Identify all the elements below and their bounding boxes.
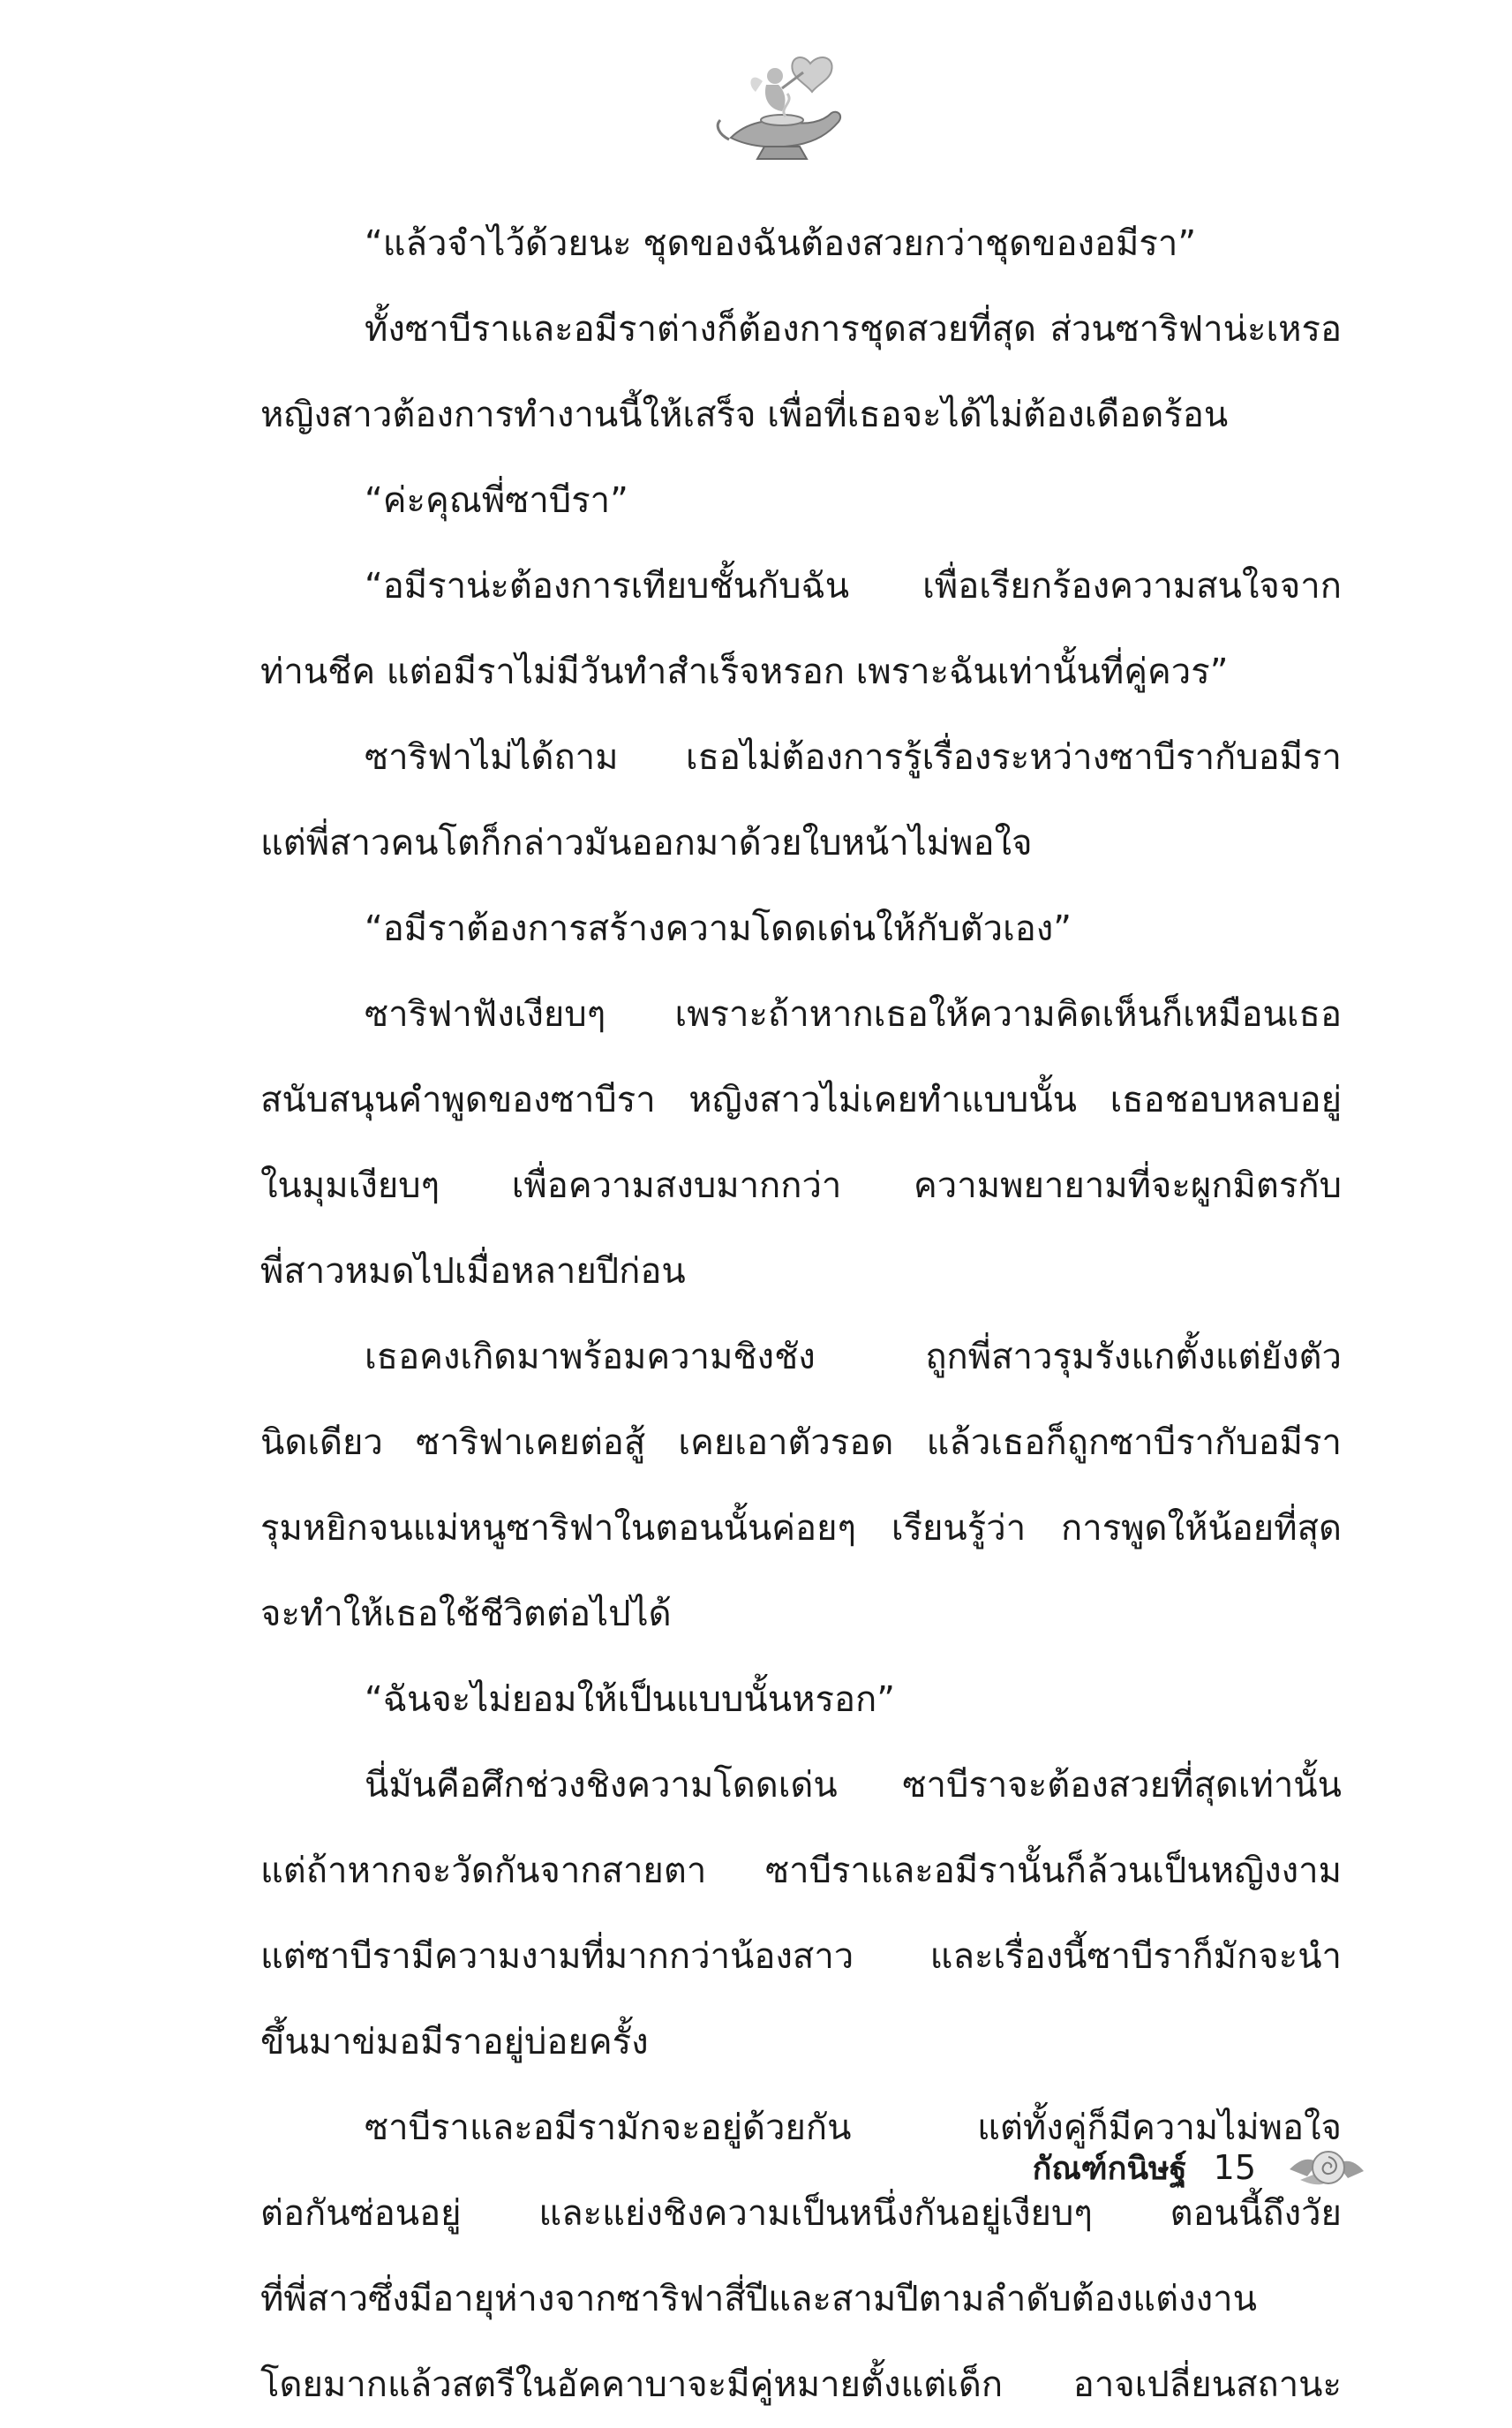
text-line: จะทำให้เธอใช้ชีวิตต่อไปได้: [260, 1594, 672, 1634]
text-line: ซาบีราและอมีรามักจะอยู่ด้วยกัน แต่ทั้งคู่ก็มีความไม่พอใจ: [365, 2108, 1342, 2148]
page-number: 15: [1213, 2148, 1256, 2187]
text-line: ซาริฟาไม่ได้ถาม เธอไม่ต้องการรู้เรื่องระหว่างซาบีรากับอมีรา: [365, 737, 1342, 778]
text-line: “อมีราน่ะต้องการเทียบชั้นกับฉัน เพื่อเรียกร้องความสนใจจาก: [365, 566, 1342, 607]
text-line: แต่พี่สาวคนโตก็กล่าวมันออกมาด้วยใบหน้าไม่พอใจ: [260, 823, 1033, 863]
text-line: เธอคงเกิดมาพร้อมความชิงชัง ถูกพี่สาวรุมรังแกตั้งแต่ยังตัว: [365, 1337, 1342, 1377]
text-line: สนับสนุนคำพูดของซาบีรา หญิงสาวไม่เคยทำแบบนั้น เธอชอบหลบอยู่: [260, 1080, 1342, 1120]
text-line: โดยมากแล้วสตรีในอัคคาบาจะมีคู่หมายตั้งแต่เด็ก อาจเปลี่ยนสถานะ: [260, 2364, 1342, 2405]
genie-lamp-heart-icon: [711, 46, 861, 170]
text-line: พี่สาวหมดไปเมื่อหลายปีก่อน: [260, 1251, 686, 1292]
text-line: ต่อกันซ่อนอยู่ และแย่งชิงความเป็นหนึ่งกันอยู่เงียบๆ ตอนนี้ถึงวัย: [260, 2193, 1342, 2234]
text-line: หญิงสาวต้องการทำงานนี้ให้เสร็จ เพื่อที่เธอจะได้ไม่ต้องเดือดร้อน: [260, 395, 1229, 435]
text-line: “แล้วจำไว้ด้วยนะ ชุดของฉันต้องสวยกว่าชุดของอมีรา”: [365, 223, 1197, 264]
page-footer: [1033, 2145, 1371, 2190]
text-line: แต่ถ้าหากจะวัดกันจากสายตา ซาบีราและอมีรานั้นก็ล้วนเป็นหญิงงาม: [260, 1851, 1342, 1891]
text-line: ขึ้นมาข่มอมีราอยู่บ่อยครั้ง: [260, 2022, 649, 2062]
text-line: “อมีราต้องการสร้างความโดดเด่นให้กับตัวเอง”: [365, 909, 1072, 949]
text-line: ซาริฟาฟังเงียบๆ เพราะถ้าหากเธอให้ความคิดเห็นก็เหมือนเธอ: [365, 994, 1342, 1035]
rose-icon: [1283, 2141, 1371, 2194]
text-line: “ฉันจะไม่ยอมให้เป็นแบบนั้นหรอก”: [365, 1679, 895, 1720]
text-line: ท่านชีค แต่อมีราไม่มีวันทำสำเร็จหรอก เพราะฉันเท่านั้นที่คู่ควร”: [260, 652, 1229, 692]
text-line: ในมุมเงียบๆ เพื่อความสงบมากกว่า ความพยายามที่จะผูกมิตรกับ: [260, 1165, 1342, 1206]
text-line: รุมหยิกจนแม่หนูซาริฟาในตอนนั้นค่อยๆ เรียนรู้ว่า การพูดให้น้อยที่สุด: [260, 1508, 1342, 1549]
body-text: [260, 201, 1342, 2428]
text-line: ที่พี่สาวซึ่งมีอายุห่างจากซาริฟาสี่ปีและสามปีตามลำดับต้องแต่งงาน: [260, 2279, 1257, 2319]
text-line: ทั้งซาบีราและอมีราต่างก็ต้องการชุดสวยที่สุด ส่วนซาริฟาน่ะเหรอ: [365, 309, 1342, 350]
text-line: “ค่ะคุณพี่ซาบีรา”: [365, 480, 628, 521]
text-line: นิดเดียว ซาริฟาเคยต่อสู้ เคยเอาตัวรอด แล้วเธอก็ถูกซาบีรากับอมีรา: [260, 1422, 1342, 1463]
text-line: นี่มันคือศึกช่วงชิงความโดดเด่น ซาบีราจะต้องสวยที่สุดเท่านั้น: [365, 1765, 1342, 1806]
book-title: กัณฑ์กนิษฐ์: [1032, 2150, 1187, 2187]
text-line: แต่ซาบีรามีความงามที่มากกว่าน้องสาว และเรื่องนี้ซาบีราก็มักจะนำ: [260, 1936, 1342, 1977]
